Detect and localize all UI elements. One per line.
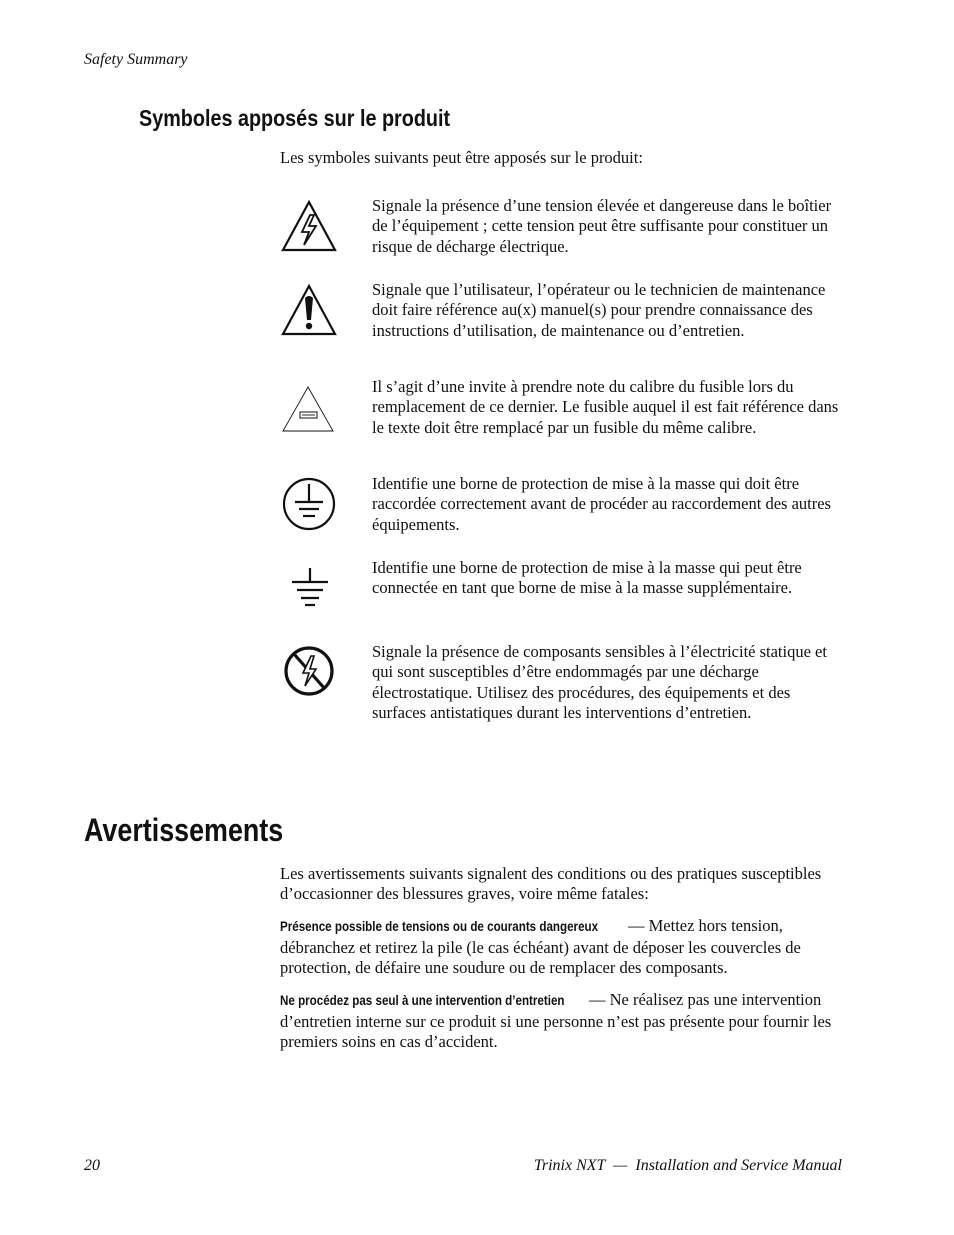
warning-item [280,990,846,1053]
warning-label: Ne procédez pas seul à une intervention d’entretien [280,993,565,1008]
ground-icon [280,566,338,624]
manual-title: Trinix NXT — Installation and Service Manual [533,1157,842,1174]
symbol-description: Identifie une borne de protection de mise à la masse qui doit être raccordée correctement avant de procéder au raccordement des autres équipements. [372,474,831,534]
warning-item [280,916,846,979]
warnings-intro: Les avertissements suivants signalent des conditions ou des pratiques susceptibles d’occasionner des blessures graves, voire même fatales: [280,864,822,904]
esd-sensitive-icon [280,642,338,700]
symbol-description: Signale la présence d’une tension élevée et dangereuse dans le boîtier de l’équipement ; cette tension peut être suffisante pour constituer un risque de décharge électrique. [372,196,832,256]
exclamation-triangle-icon [280,282,338,340]
symbols-heading: Symboles apposés sur le produit [139,105,451,131]
running-header: Safety Summary [84,51,188,68]
symbol-description: Signale la présence de composants sensibles à l’électricité statique et qui sont susceptibles d’être endommagés par une décharge électrostatique. Utilisez des procédures, des équipements et des surfaces antistatiques durant les interventions d’entretien. [372,642,827,722]
symbol-description: Il s’agit d’une invite à prendre note du calibre du fusible lors du remplacement de ce dernier. Le fusible auquel il est fait référence dans le texte doit être remplacé par un fusible du même calibre. [372,377,839,437]
warning-text: — Ne réalisez pas une intervention d’entretien interne sur ce produit si une personne n’est pas présente pour fournir les premiers soins en cas d’accident. [280,990,832,1051]
warnings-heading: Avertissements [84,812,284,848]
warning-text: — Mettez hors tension, débranchez et retirez la pile (le cas échéant) avant de déposer les couvercles de protection, de défaire une soudure ou de remplacer des composants. [280,916,801,977]
page-number: 20 [84,1157,100,1174]
protective-ground-circle-icon [280,475,338,533]
symbol-description: Identifie une borne de protection de mise à la masse qui peut être connectée en tant que borne de mise à la masse supplémentaire. [372,558,802,598]
high-voltage-triangle-icon [280,198,338,256]
symbols-intro: Les symboles suivants peut être apposés sur le produit: [280,148,643,167]
symbol-description: Signale que l’utilisateur, l’opérateur ou le technicien de maintenance doit faire référence au(x) manuel(s) pour prendre connaissance des instructions d’utilisation, de maintenance ou d’entretien. [372,280,826,340]
fuse-triangle-icon [280,381,338,439]
warning-label: Présence possible de tensions ou de courants dangereux [280,919,599,934]
